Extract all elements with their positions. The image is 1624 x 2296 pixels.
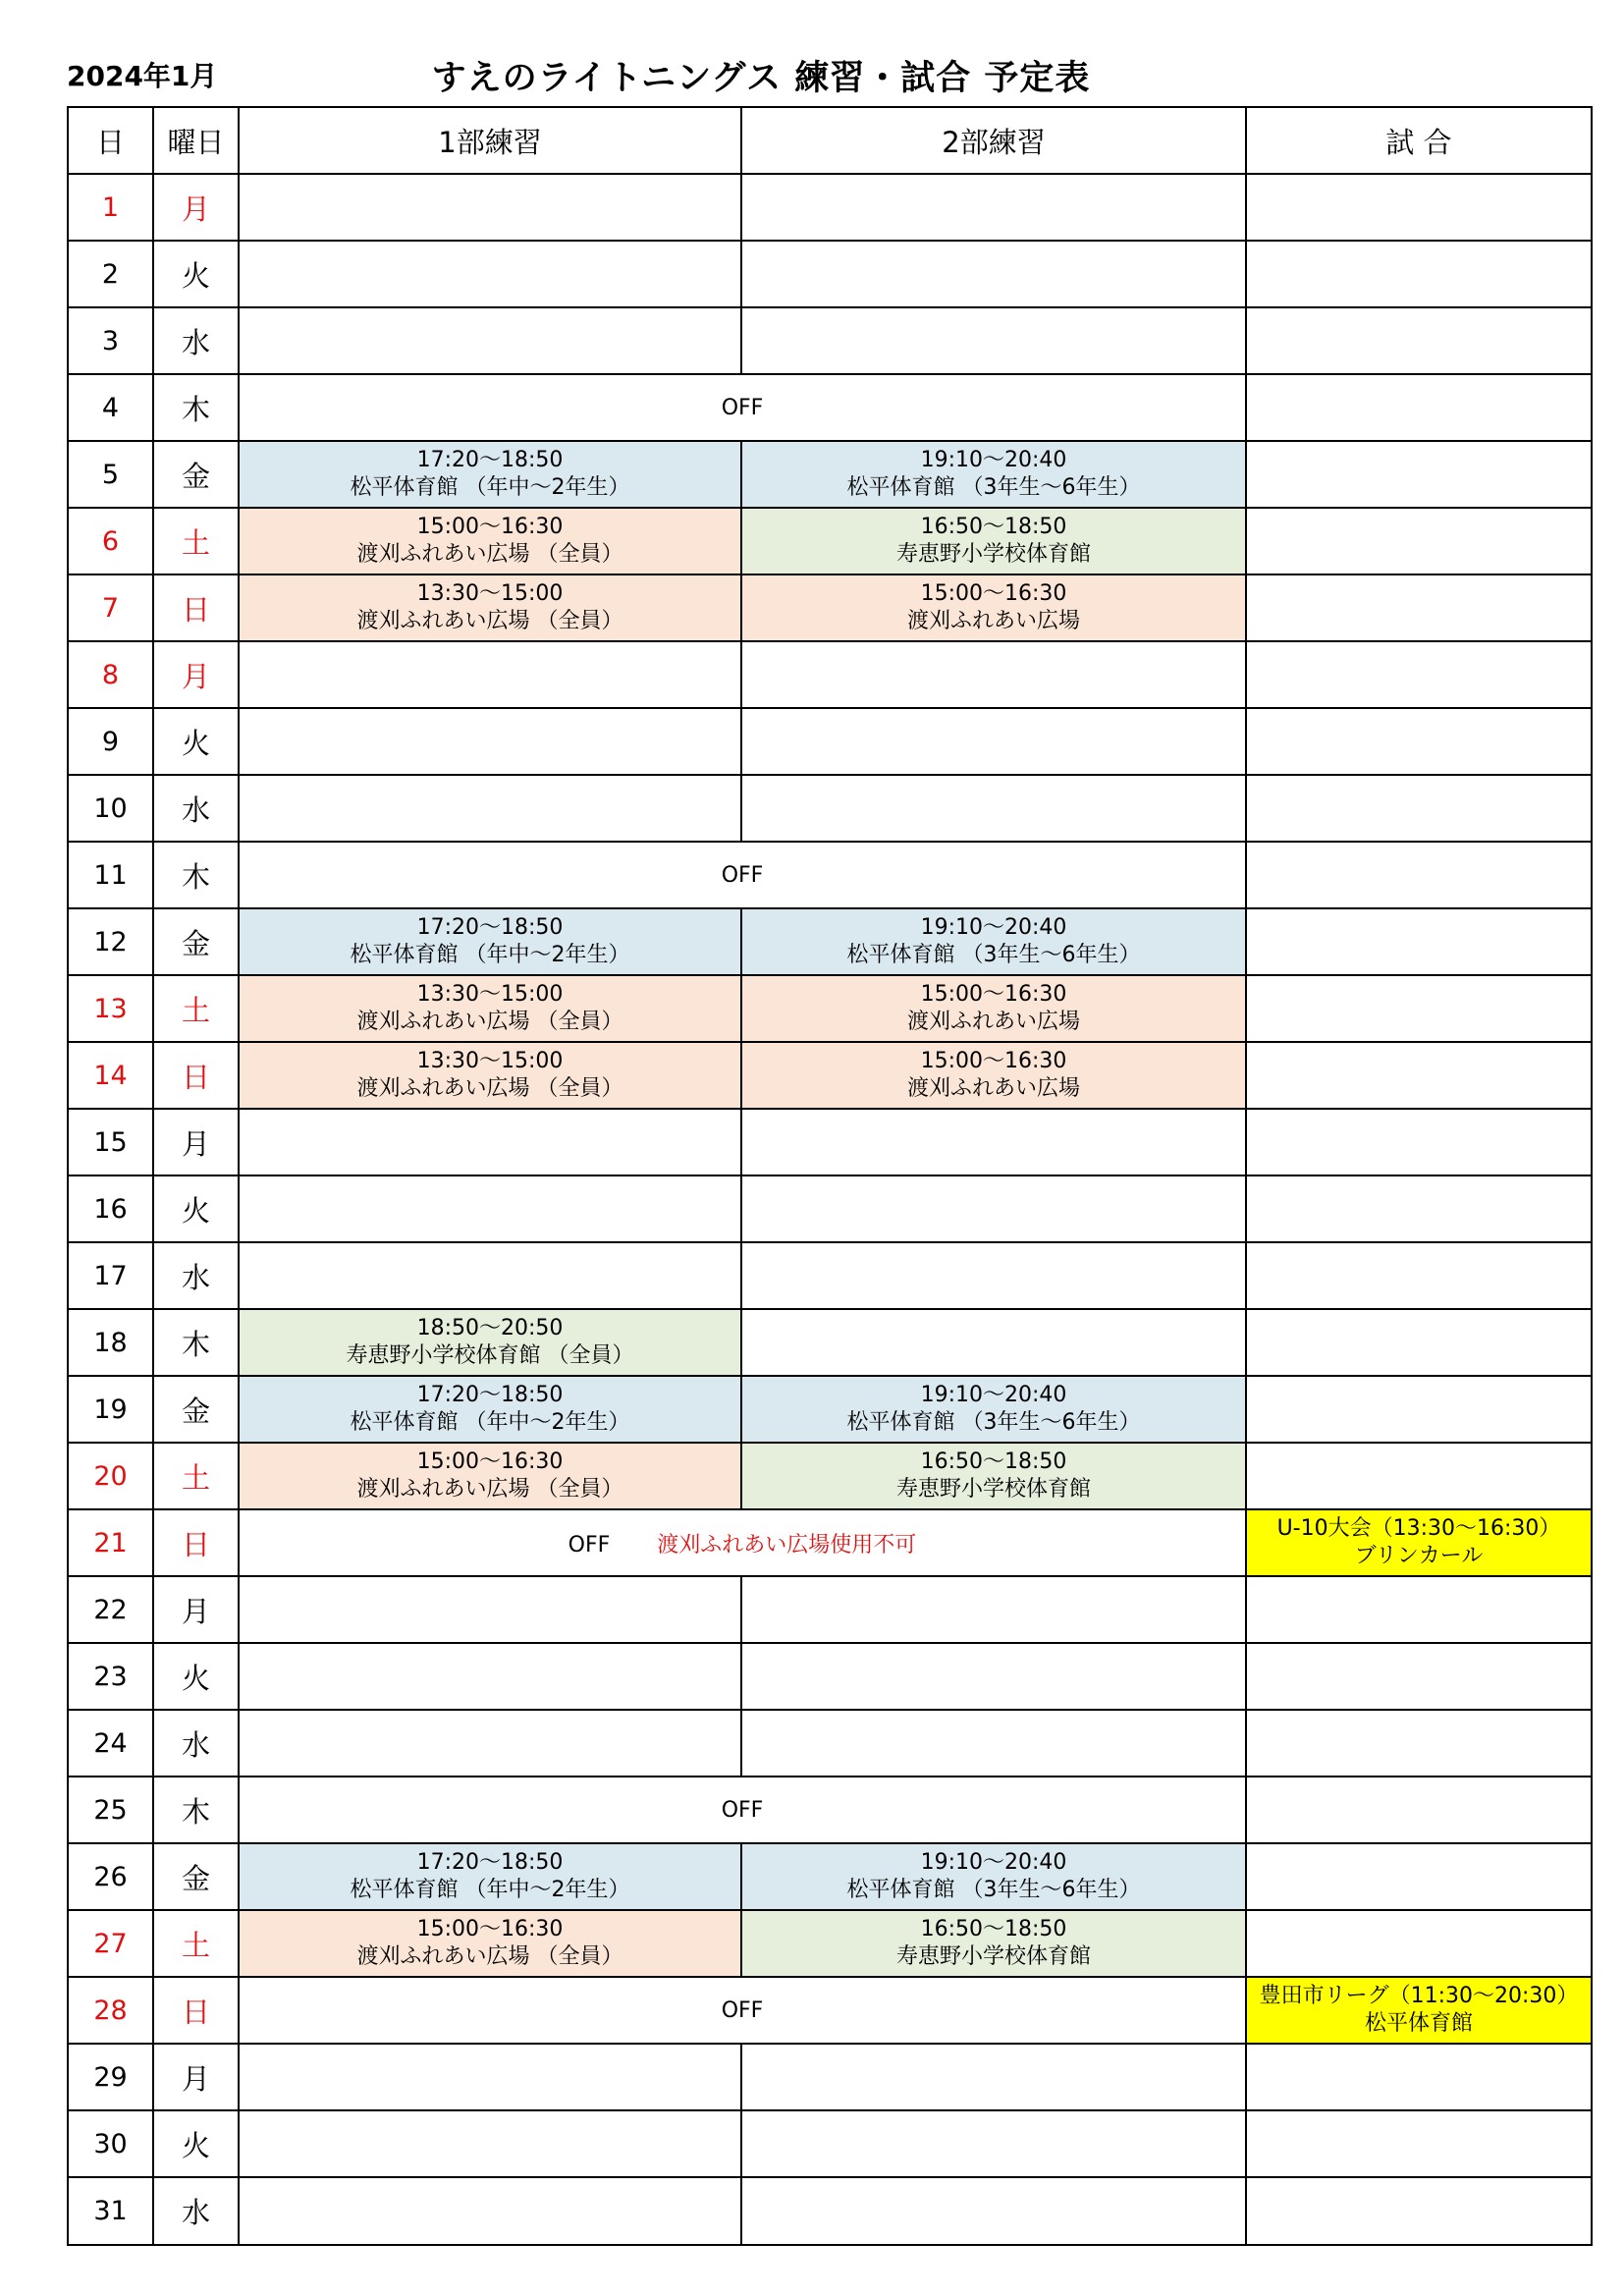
day-number: 16 <box>68 1175 153 1242</box>
match-cell <box>1246 1242 1592 1309</box>
part1-practice-cell-place: 渡刈ふれあい広場 （全員） <box>356 609 623 633</box>
part1-practice-cell-time: 18:50〜20:50 <box>416 1316 564 1340</box>
part2-practice-cell-place: 松平体育館 （3年生〜6年生） <box>846 943 1141 967</box>
off-cell <box>239 842 1246 908</box>
table-row <box>68 1777 1592 1843</box>
table-row <box>68 641 1592 708</box>
match-cell <box>1246 2044 1592 2110</box>
column-header-part1-practice: 1部練習 <box>239 107 741 174</box>
match-cell <box>1246 1710 1592 1777</box>
part2-practice-cell <box>741 1710 1246 1777</box>
table-row <box>68 1109 1592 1175</box>
part1-practice-cell-time: 15:00〜16:30 <box>416 515 564 539</box>
off-label: OFF <box>721 1997 764 2023</box>
match-cell <box>1246 574 1592 641</box>
weekday: 火 <box>153 2110 239 2177</box>
match-cell-line2: 松平体育館 <box>1364 2011 1473 2036</box>
table-row <box>68 975 1592 1042</box>
part2-practice-cell-time: 19:10〜20:40 <box>920 1850 1067 1875</box>
weekday: 火 <box>153 708 239 775</box>
match-cell-line2: ブリンカール <box>1354 1544 1484 1568</box>
part2-practice-cell-place: 渡刈ふれあい広場 <box>906 1076 1080 1101</box>
part2-practice-cell <box>741 307 1246 374</box>
part2-practice-cell <box>741 1175 1246 1242</box>
table-row <box>68 1443 1592 1509</box>
match-cell-line1: U-10大会（13:30〜16:30） <box>1276 1516 1561 1541</box>
part1-practice-cell <box>239 241 741 307</box>
table-row <box>68 1242 1592 1309</box>
part2-practice-cell <box>741 2110 1246 2177</box>
column-header-weekday: 曜日 <box>153 107 239 174</box>
weekday: 火 <box>153 1175 239 1242</box>
part1-practice-cell-place: 渡刈ふれあい広場 （全員） <box>356 1076 623 1101</box>
weekday: 火 <box>153 1643 239 1710</box>
off-label: OFF <box>721 395 764 420</box>
day-number: 18 <box>68 1309 153 1376</box>
part2-practice-cell <box>741 574 1246 641</box>
part1-practice-cell-time: 13:30〜15:00 <box>416 581 564 606</box>
table-row <box>68 2110 1592 2177</box>
table-row <box>68 775 1592 842</box>
match-cell <box>1246 1509 1592 1576</box>
part1-practice-cell <box>239 574 741 641</box>
table-row <box>68 2044 1592 2110</box>
part1-practice-cell-time: 15:00〜16:30 <box>416 1917 564 1941</box>
day-number: 14 <box>68 1042 153 1109</box>
table-row <box>68 1710 1592 1777</box>
day-number: 10 <box>68 775 153 842</box>
table-row <box>68 174 1592 241</box>
part1-practice-cell <box>239 1710 741 1777</box>
match-cell <box>1246 1309 1592 1376</box>
part2-practice-cell <box>741 1910 1246 1977</box>
weekday: 月 <box>153 1576 239 1643</box>
part1-practice-cell <box>239 708 741 775</box>
weekday: 日 <box>153 574 239 641</box>
table-row <box>68 574 1592 641</box>
part1-practice-cell <box>239 2177 741 2245</box>
off-cell <box>239 1977 1246 2044</box>
part2-practice-cell-place: 松平体育館 （3年生〜6年生） <box>846 475 1141 500</box>
table-row <box>68 1309 1592 1376</box>
day-number: 21 <box>68 1509 153 1576</box>
part2-practice-cell <box>741 1309 1246 1376</box>
table-row <box>68 1576 1592 1643</box>
part2-practice-cell <box>741 1576 1246 1643</box>
month-label: 2024年1月 <box>67 60 218 92</box>
day-number: 2 <box>68 241 153 307</box>
day-number: 1 <box>68 174 153 241</box>
day-number: 30 <box>68 2110 153 2177</box>
part2-practice-cell-place: 寿恵野小学校体育館 <box>895 542 1091 567</box>
match-cell <box>1246 374 1592 441</box>
weekday: 水 <box>153 775 239 842</box>
part1-practice-cell-place: 渡刈ふれあい広場 （全員） <box>356 542 623 567</box>
part1-practice-cell-place: 松平体育館 （年中〜2年生） <box>350 1878 630 1902</box>
part2-practice-cell <box>741 508 1246 574</box>
day-number: 6 <box>68 508 153 574</box>
schedule-table <box>67 106 1593 2246</box>
match-cell <box>1246 1443 1592 1509</box>
table-row <box>68 307 1592 374</box>
part1-practice-cell-place: 渡刈ふれあい広場 （全員） <box>356 1477 623 1502</box>
off-cell <box>239 1777 1246 1843</box>
day-number: 27 <box>68 1910 153 1977</box>
day-number: 11 <box>68 842 153 908</box>
part1-practice-cell-place: 渡刈ふれあい広場 （全員） <box>356 1944 623 1969</box>
day-number: 9 <box>68 708 153 775</box>
match-cell <box>1246 1376 1592 1443</box>
match-cell <box>1246 842 1592 908</box>
part1-practice-cell-time: 13:30〜15:00 <box>416 1049 564 1073</box>
column-header-day: 日 <box>68 107 153 174</box>
table-row <box>68 1977 1592 2044</box>
part2-practice-cell-place: 寿恵野小学校体育館 <box>895 1944 1091 1969</box>
weekday: 月 <box>153 174 239 241</box>
match-cell <box>1246 1977 1592 2044</box>
match-cell <box>1246 775 1592 842</box>
table-row <box>68 508 1592 574</box>
part2-practice-cell-time: 15:00〜16:30 <box>920 982 1067 1007</box>
day-number: 29 <box>68 2044 153 2110</box>
weekday: 金 <box>153 1843 239 1910</box>
part2-practice-cell <box>741 2177 1246 2245</box>
day-number: 7 <box>68 574 153 641</box>
column-header-match: 試 合 <box>1246 107 1592 174</box>
part2-practice-cell-time: 16:50〜18:50 <box>920 515 1067 539</box>
part1-practice-cell <box>239 908 741 975</box>
weekday: 土 <box>153 1443 239 1509</box>
part1-practice-cell-time: 15:00〜16:30 <box>416 1449 564 1474</box>
day-number: 3 <box>68 307 153 374</box>
part2-practice-cell <box>741 2044 1246 2110</box>
part1-practice-cell <box>239 174 741 241</box>
part1-practice-cell-place: 松平体育館 （年中〜2年生） <box>350 943 630 967</box>
match-cell <box>1246 975 1592 1042</box>
weekday: 日 <box>153 1977 239 2044</box>
part1-practice-cell <box>239 975 741 1042</box>
match-cell <box>1246 1910 1592 1977</box>
part2-practice-cell <box>741 1643 1246 1710</box>
match-cell <box>1246 2177 1592 2245</box>
day-number: 20 <box>68 1443 153 1509</box>
table-row <box>68 1843 1592 1910</box>
part2-practice-cell <box>741 1242 1246 1309</box>
part1-practice-cell-time: 13:30〜15:00 <box>416 982 564 1007</box>
part2-practice-cell <box>741 1109 1246 1175</box>
part2-practice-cell-time: 16:50〜18:50 <box>920 1449 1067 1474</box>
table-row <box>68 1509 1592 1576</box>
part1-practice-cell-time: 17:20〜18:50 <box>416 915 564 940</box>
weekday: 木 <box>153 1309 239 1376</box>
part2-practice-cell-time: 15:00〜16:30 <box>920 581 1067 606</box>
part1-practice-cell <box>239 1042 741 1109</box>
part2-practice-cell <box>741 1376 1246 1443</box>
part1-practice-cell <box>239 508 741 574</box>
part2-practice-cell-place: 渡刈ふれあい広場 <box>906 1010 1080 1034</box>
part1-practice-cell <box>239 2110 741 2177</box>
off-note: 渡刈ふれあい広場使用不可 <box>657 1532 917 1558</box>
part1-practice-cell <box>239 1309 741 1376</box>
column-header-part2-practice: 2部練習 <box>741 107 1246 174</box>
part1-practice-cell-time: 17:20〜18:50 <box>416 448 564 472</box>
match-cell <box>1246 641 1592 708</box>
part1-practice-cell <box>239 2044 741 2110</box>
part1-practice-cell <box>239 775 741 842</box>
day-number: 12 <box>68 908 153 975</box>
off-label: OFF <box>721 862 764 888</box>
table-row <box>68 708 1592 775</box>
weekday: 火 <box>153 241 239 307</box>
match-cell <box>1246 174 1592 241</box>
table-row <box>68 1910 1592 1977</box>
day-number: 19 <box>68 1376 153 1443</box>
part1-practice-cell <box>239 307 741 374</box>
part2-practice-cell-time: 19:10〜20:40 <box>920 1383 1067 1407</box>
part1-practice-cell <box>239 441 741 508</box>
weekday: 水 <box>153 2177 239 2245</box>
day-number: 25 <box>68 1777 153 1843</box>
weekday: 土 <box>153 975 239 1042</box>
day-number: 22 <box>68 1576 153 1643</box>
page-title: すえのライトニングス 練習・試合 予定表 <box>431 59 1091 98</box>
part2-practice-cell <box>741 1443 1246 1509</box>
table-row <box>68 1042 1592 1109</box>
weekday: 日 <box>153 1042 239 1109</box>
part2-practice-cell-time: 19:10〜20:40 <box>920 448 1067 472</box>
part2-practice-cell <box>741 641 1246 708</box>
match-cell <box>1246 1175 1592 1242</box>
part1-practice-cell <box>239 1109 741 1175</box>
weekday: 金 <box>153 441 239 508</box>
part2-practice-cell <box>741 1042 1246 1109</box>
part2-practice-cell-place: 寿恵野小学校体育館 <box>895 1477 1091 1502</box>
weekday: 水 <box>153 1242 239 1309</box>
weekday: 金 <box>153 908 239 975</box>
part2-practice-cell-place: 松平体育館 （3年生〜6年生） <box>846 1410 1141 1435</box>
part1-practice-cell <box>239 1376 741 1443</box>
part1-practice-cell-place: 松平体育館 （年中〜2年生） <box>350 1410 630 1435</box>
table-row <box>68 241 1592 307</box>
part2-practice-cell <box>741 975 1246 1042</box>
off-cell <box>239 374 1246 441</box>
day-number: 26 <box>68 1843 153 1910</box>
weekday: 土 <box>153 508 239 574</box>
weekday: 月 <box>153 1109 239 1175</box>
part1-practice-cell <box>239 1643 741 1710</box>
match-cell <box>1246 1843 1592 1910</box>
off-label: OFF <box>568 1532 611 1558</box>
part1-practice-cell <box>239 641 741 708</box>
header-row <box>68 107 1592 174</box>
weekday: 木 <box>153 1777 239 1843</box>
part2-practice-cell <box>741 1843 1246 1910</box>
day-number: 24 <box>68 1710 153 1777</box>
part1-practice-cell <box>239 1443 741 1509</box>
off-cell <box>239 1509 1246 1576</box>
match-cell <box>1246 441 1592 508</box>
part2-practice-cell-time: 19:10〜20:40 <box>920 915 1067 940</box>
match-cell <box>1246 1109 1592 1175</box>
part2-practice-cell <box>741 775 1246 842</box>
table-row <box>68 908 1592 975</box>
weekday: 日 <box>153 1509 239 1576</box>
part1-practice-cell <box>239 1175 741 1242</box>
schedule-body <box>68 174 1592 2245</box>
day-number: 13 <box>68 975 153 1042</box>
weekday: 土 <box>153 1910 239 1977</box>
part1-practice-cell-place: 渡刈ふれあい広場 （全員） <box>356 1010 623 1034</box>
match-cell-line1: 豊田市リーグ（11:30〜20:30） <box>1259 1984 1579 2008</box>
part2-practice-cell-place: 松平体育館 （3年生〜6年生） <box>846 1878 1141 1902</box>
table-row <box>68 1643 1592 1710</box>
part1-practice-cell <box>239 1843 741 1910</box>
table-row <box>68 1376 1592 1443</box>
match-cell <box>1246 1777 1592 1843</box>
day-number: 17 <box>68 1242 153 1309</box>
weekday: 月 <box>153 2044 239 2110</box>
table-row <box>68 1175 1592 1242</box>
part2-practice-cell-time: 16:50〜18:50 <box>920 1917 1067 1941</box>
part1-practice-cell <box>239 1910 741 1977</box>
weekday: 水 <box>153 307 239 374</box>
part2-practice-cell <box>741 241 1246 307</box>
match-cell <box>1246 307 1592 374</box>
day-number: 28 <box>68 1977 153 2044</box>
match-cell <box>1246 1042 1592 1109</box>
table-row <box>68 441 1592 508</box>
part1-practice-cell-time: 17:20〜18:50 <box>416 1383 564 1407</box>
off-label: OFF <box>721 1797 764 1823</box>
weekday: 水 <box>153 1710 239 1777</box>
table-row <box>68 374 1592 441</box>
day-number: 8 <box>68 641 153 708</box>
part2-practice-cell <box>741 441 1246 508</box>
part1-practice-cell <box>239 1576 741 1643</box>
part1-practice-cell <box>239 1242 741 1309</box>
part2-practice-cell-place: 渡刈ふれあい広場 <box>906 609 1080 633</box>
match-cell <box>1246 908 1592 975</box>
part1-practice-cell-time: 17:20〜18:50 <box>416 1850 564 1875</box>
part2-practice-cell <box>741 174 1246 241</box>
match-cell <box>1246 1576 1592 1643</box>
day-number: 4 <box>68 374 153 441</box>
weekday: 木 <box>153 842 239 908</box>
day-number: 5 <box>68 441 153 508</box>
table-row <box>68 2177 1592 2245</box>
match-cell <box>1246 708 1592 775</box>
day-number: 23 <box>68 1643 153 1710</box>
part1-practice-cell-place: 寿恵野小学校体育館 （全員） <box>346 1343 634 1368</box>
match-cell <box>1246 1643 1592 1710</box>
match-cell <box>1246 241 1592 307</box>
match-cell <box>1246 508 1592 574</box>
match-cell <box>1246 2110 1592 2177</box>
weekday: 金 <box>153 1376 239 1443</box>
table-row <box>68 842 1592 908</box>
day-number: 15 <box>68 1109 153 1175</box>
part2-practice-cell <box>741 708 1246 775</box>
part2-practice-cell-time: 15:00〜16:30 <box>920 1049 1067 1073</box>
weekday: 月 <box>153 641 239 708</box>
part2-practice-cell <box>741 908 1246 975</box>
weekday: 木 <box>153 374 239 441</box>
day-number: 31 <box>68 2177 153 2245</box>
part1-practice-cell-place: 松平体育館 （年中〜2年生） <box>350 475 630 500</box>
